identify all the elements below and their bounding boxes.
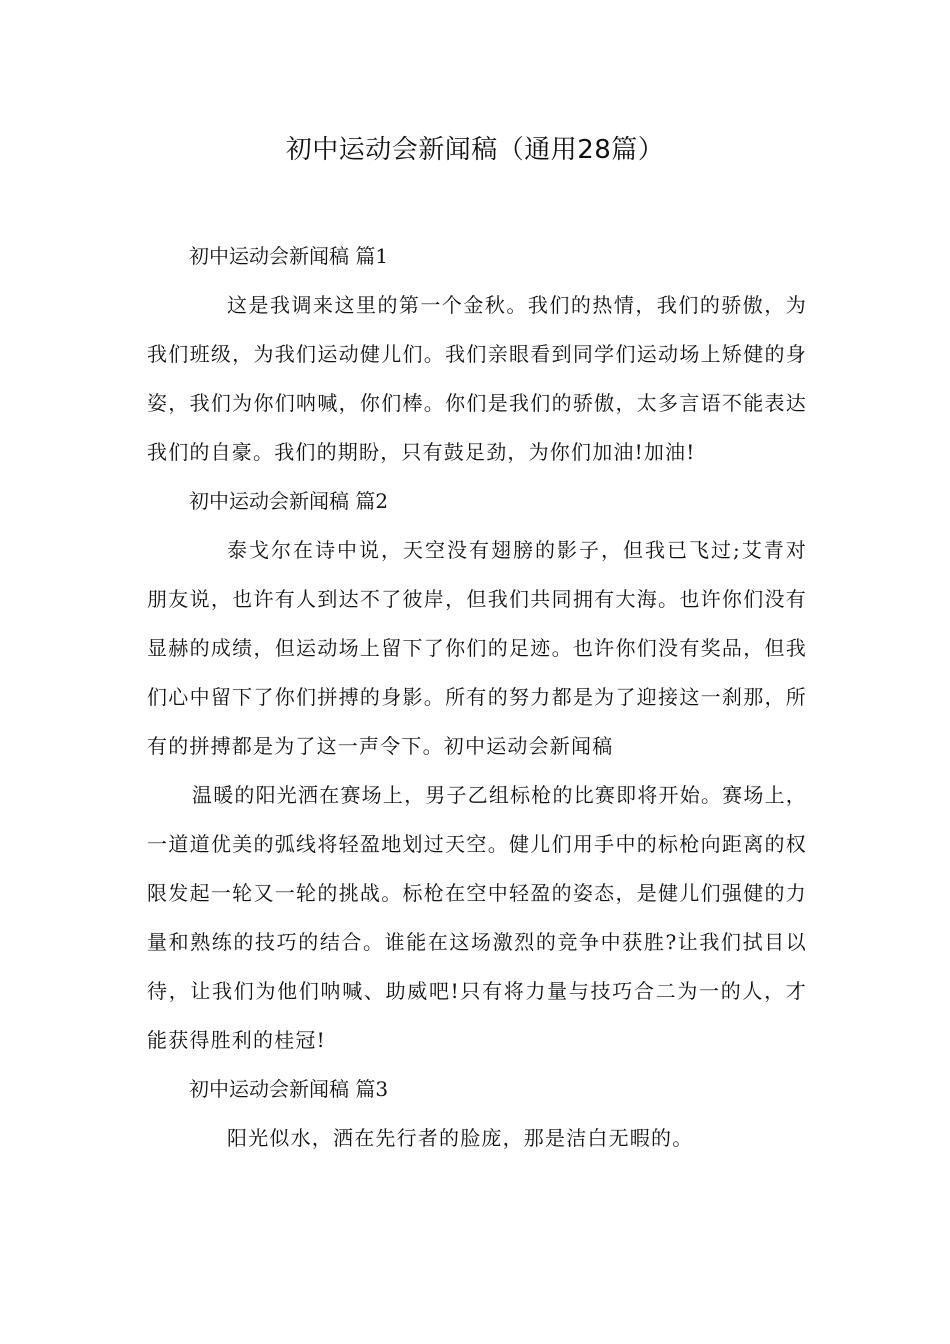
paragraph: 泰戈尔在诗中说，天空没有翅膀的影子，但我已飞过;艾青对朋友说，也许有人到达不了彼岸，但我们共同拥有大海。也许你们没有显赫的成绩，但运动场上留下了你们的足迹。也许你们没有奖品，但我们心中留下了你们拼搏的身影。所有的努力都是为了迎接这一刹那，所有的拼搏都是为了这一声令下。初中运动会新闻稿 [147, 538, 807, 758]
paragraph: 阳光似水，洒在先行者的脸庞，那是洁白无暇的。 [227, 1126, 694, 1150]
paragraph: 这是我调来这里的第一个金秋。我们的热情，我们的骄傲，为我们班级，为我们运动健儿们。我们亲眼看到同学们运动场上矫健的身姿，我们为你们呐喊，你们棒。你们是我们的骄傲，太多言语不能表达我们的自豪。我们的期盼，只有鼓足劲，为你们加油!加油! [147, 293, 807, 464]
document-body [147, 232, 807, 1163]
section-heading-1: 初中运动会新闻稿 篇1 [189, 244, 389, 268]
section-heading-3: 初中运动会新闻稿 篇3 [189, 1077, 389, 1101]
document-title: 初中运动会新闻稿（通用28篇） [285, 135, 665, 165]
section-heading-2: 初中运动会新闻稿 篇2 [189, 489, 389, 513]
paragraph: 温暖的阳光洒在赛场上，男子乙组标枪的比赛即将开始。赛场上，一道道优美的弧线将轻盈地划过天空。健儿们用手中的标枪向距离的权限发起一轮又一轮的挑战。标枪在空中轻盈的姿态，是健儿们强健的力量和熟练的技巧的结合。谁能在这场激烈的竞争中获胜?让我们拭目以待，让我们为他们呐喊、助威吧!只有将力量与技巧合二为一的人，才能获得胜利的桂冠! [147, 783, 807, 1052]
